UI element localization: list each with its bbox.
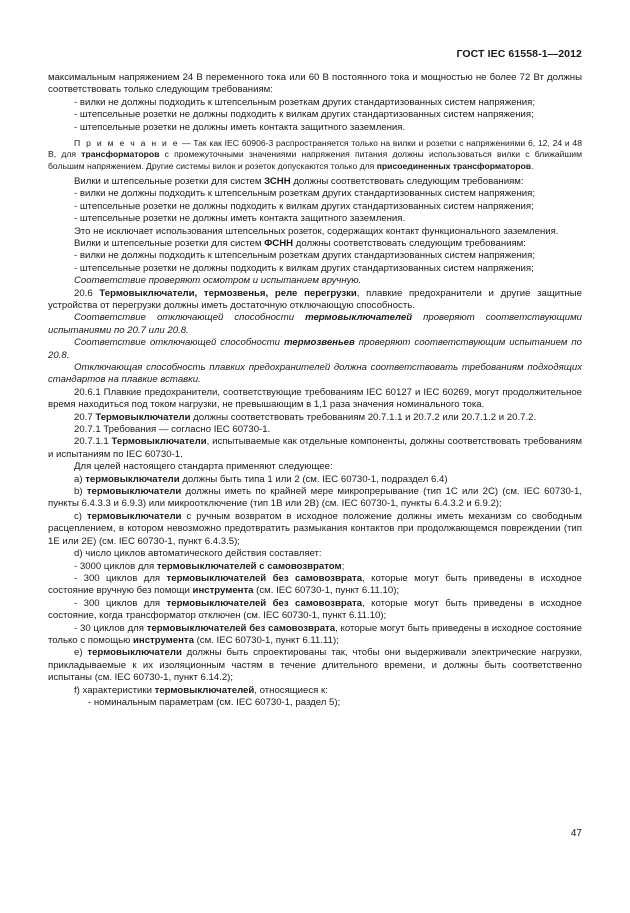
requirement-plugs: - вилки не должны подходить к штепсельным розеткам других стандартизованных систем напряжения; xyxy=(74,250,536,262)
requirement-sockets: - штепсельные розетки не должны подходить к вилкам других стандартизованных систем напряжения; xyxy=(74,200,534,212)
term-selv: ЗСНН xyxy=(264,175,291,187)
cycles-300-off: - 300 циклов для термовыключателей без самовозврата, которые могут быть приведены в исходное состояние, когда трансформатор отключен (см. IEC 60730-1, пункт 6.11.10); xyxy=(48,597,582,622)
functional-earth-paragraph: Это не исключает использования штепсельных розеток, содержащих контакт функционального заземления. xyxy=(74,225,559,237)
document-body xyxy=(48,72,582,709)
section-20-6-title: Термовыключатели, термозвенья, реле перегрузки xyxy=(99,287,357,299)
term-transformers: трансформаторов xyxy=(81,149,160,160)
purpose-paragraph: Для целей настоящего стандарта применяют следующее: xyxy=(74,461,333,473)
page-header-standard: ГОСТ IEC 61558-1—2012 xyxy=(456,48,582,60)
requirement-sockets: - штепсельные розетки не должны подходить к вилкам других стандартизованных систем напряжения; xyxy=(74,109,534,121)
item-a: а) термовыключатели должны быть типа 1 или 2 (см. IEC 60730-1, подраздел 6.4) xyxy=(74,473,448,485)
compliance-thermal-links: Соответствие отключающей способности термозвеньев проверяют соответствующим испытанием по 20.8. xyxy=(48,337,582,361)
cycles-3000: - 3000 циклов для термовыключателей с самовозвратом; xyxy=(74,560,345,572)
requirement-sockets: - штепсельные розетки не должны подходить к вилкам других стандартизованных систем напряжения; xyxy=(74,262,534,274)
requirement-no-earth: - штепсельные розетки не должны иметь контакта защитного заземления. xyxy=(74,213,406,225)
pelv-paragraph: Вилки и штепсельные розетки для систем ФСНН должны соответствовать следующим требованиям: xyxy=(74,237,526,249)
requirement-no-earth: - штепсельные розетки не должны иметь контакта защитного заземления. xyxy=(74,121,406,133)
section-20-7-1: 20.7.1 Требования — согласно IEC 60730-1. xyxy=(74,424,271,436)
term-associated-transformers: присоединенных трансформаторов xyxy=(376,160,531,171)
page-number: 47 xyxy=(570,828,582,839)
item-c: c) термовыключатели с ручным возвратом в исходное положение должны иметь механизм со свободным расцеплением, в котором невозможно предотвратить размыкания контактов при продолжающемся повреждении (тип 1E или 2E) (см. IEC 60730-1, пункт 6.4.3.5); xyxy=(48,510,582,547)
section-20-6: 20.6 Термовыключатели, термозвенья, реле перегрузки, плавкие предохранители и другие защитные устройства от перегрузки должны иметь достаточную отключающую способность. xyxy=(48,287,583,311)
item-f-rated-values: - номинальным параметрам (см. IEC 60730-1, раздел 5); xyxy=(88,696,341,708)
item-b: b) термовыключатели должны иметь по крайней мере микропрерывание (тип 1C или 2C) (см. IEC 60730-1, пункты 6.4.3.3 и 6.9.3) или микроотключение (тип 1B или 2B) (см. IEC 60730-1, пункты 6.4.3.2 и 6.9.2); xyxy=(48,486,582,510)
fuse-breaking-capacity: Отключающая способность плавких предохранителей должна соответствовать требованиям подходящих стандартов на плавкие вставки. xyxy=(48,362,582,386)
item-d: d) число циклов автоматического действия составляет: xyxy=(74,548,322,560)
section-20-7-1-1: 20.7.1.1 Термовыключатели, испытываемые как отдельные компоненты, должны соответствовать требованиям и испытаниям по IEC 60730-1. xyxy=(48,436,583,460)
selv-paragraph: Вилки и штепсельные розетки для систем ЗСНН должны соответствовать следующим требованиям: xyxy=(74,175,524,187)
section-20-7: 20.7 Термовыключатели должны соответствовать требованиям 20.7.1.1 и 20.7.2 или 20.7.1.2 и 20.7.2. xyxy=(74,411,537,423)
paragraph-continuation: максимальным напряжением 24 В переменного тока или 60 В постоянного тока и мощностью не более 72 Вт должны соответствовать только следующим требованиям: xyxy=(48,72,582,96)
compliance-thermal-cutouts: Соответствие отключающей способности термовыключателей проверяют соответствующими испытаниями по 20.7 или 20.8. xyxy=(48,312,582,336)
cycles-300-manual: - 300 циклов для термовыключателей без самовозврата, которые могут быть приведены в исходное состояние вручную без помощи инструмента (см. IEC 60730-1, пункт 6.11.10); xyxy=(48,572,582,597)
cycles-30-tool: - 30 циклов для термовыключателей без самовозврата, которые могут быть приведены в исходное состояние только с помощью инструмента (см. IEC 60730-1, пункт 6.11.11); xyxy=(48,622,582,646)
term-pelv: ФСНН xyxy=(264,237,294,249)
note-label: П р и м е ч а н и е xyxy=(74,138,180,149)
note-paragraph: П р и м е ч а н и е — Так как IEC 60906-3 распространяется только на вилки и розетки с напряжениями 6, 12, 24 и 48 В, для трансформаторов с промежуточными значениями напряжения питания должны использоваться вилки с ближайшим большим напряжением. Другие системы вилок и розеток допускаются только для присоединенных трансформаторов. xyxy=(48,138,583,171)
requirement-plugs: - вилки не должны подходить к штепсельным розеткам других стандартизованных систем напряжения; xyxy=(74,188,536,200)
compliance-check-manual: Соответствие проверяют осмотром и испытанием вручную. xyxy=(74,275,362,287)
section-20-6-1: 20.6.1 Плавкие предохранители, соответствующие требованиям IEC 60127 и IEC 60269, могут продолжительное время находиться под током нагрузки, не превышающим в 1,1 раза значения номинального тока. xyxy=(48,386,582,411)
item-e: е) термовыключатели должны быть спроектированы так, чтобы они выдерживали электрические нагрузки, прикладываемые к их изоляционным частям в течение длительного времени, и должны быть соответственно испытаны (см. IEC 60730-1, пункт 6.14.2); xyxy=(48,647,582,684)
item-f: f) характеристики термовыключателей, относящиеся к: xyxy=(74,684,328,696)
requirement-plugs: - вилки не должны подходить к штепсельным розеткам других стандартизованных систем напряжения; xyxy=(74,96,536,108)
